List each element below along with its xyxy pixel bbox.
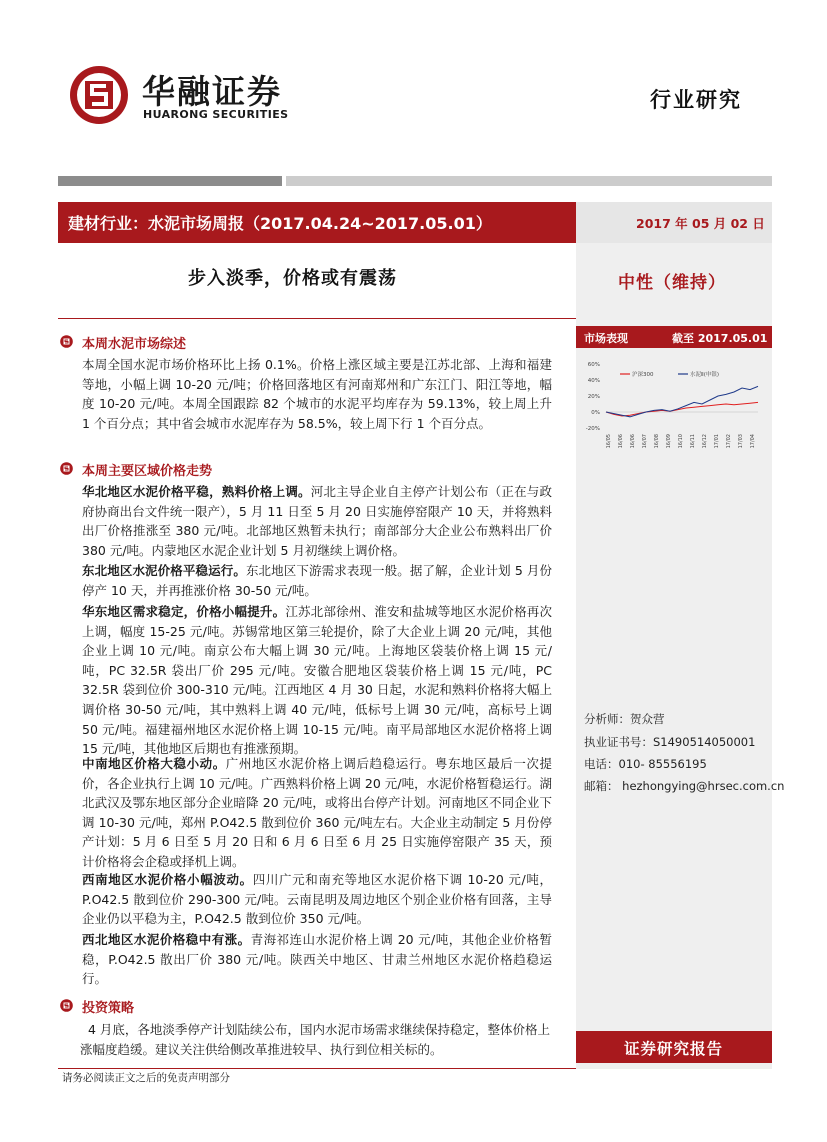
footer-label: 证券研究报告 (624, 1040, 724, 1058)
report-date: 2017 年 05 月 02 日 (636, 216, 765, 231)
legend-label-1: 水泥Ⅱ(申银) (690, 372, 719, 378)
region-central-south (82, 754, 552, 872)
x-tick-label: 16/06 (630, 434, 636, 449)
section-title-overview: 本周水泥市场综述 (82, 337, 187, 352)
logo-text-cn: 华融证券 (142, 72, 282, 111)
disclaimer: 请务必阅读正文之后的免责声明部分 (62, 1072, 230, 1084)
analyst-license: 执业证书号：S1490514050001 (584, 735, 756, 749)
region-northwest-lead: 西北地区水泥价格稳中有涨。 (82, 932, 251, 947)
y-tick-label: 20% (587, 394, 600, 400)
x-tick-label: 16/05 (606, 434, 612, 449)
region-southwest (82, 870, 552, 929)
region-north-china-lead: 华北地区水泥价格平稳，熟料价格上调。 (82, 484, 311, 499)
logo-text-en: HUARONG SECURITIES (143, 108, 289, 121)
report-title: 建材行业：水泥市场周报（2017.04.24~2017.05.01） (68, 214, 492, 233)
strategy-text: 4 月底，各地淡季停产计划陆续公布，国内水泥市场需求继续保持稳定，整体价格上涨幅度趋缓。建议关注供给侧改革推进较早、执行到位相关标的。 (80, 1022, 550, 1057)
analyst-phone: 电话：010- 85556195 (584, 757, 707, 771)
report-type: 行业研究 (650, 88, 742, 112)
title-divider (58, 318, 576, 319)
region-northwest-text: 青海祁连山水泥价格上调 20 元/吨，其他企业价格暂稳，P.O42.5 散出厂价 380 元/吨。陕西关中地区、甘肃兰州地区水泥价格趋稳运行。 (82, 932, 552, 987)
y-tick-label: 0% (591, 410, 600, 416)
market-performance-chart (580, 354, 770, 464)
overview-text: 本周全国水泥市场价格环比上扬 0.1%。价格上涨区域主要是江苏北部、上海和福建等地，小幅上调 10-20 元/吨；价格回落地区有河南郑州和广东江门、阳江等地，幅度 10-20 元/吨。本周全国跟踪 82 个城市的水泥平均库存为 59.13%，较上周上升 1 个百分点；其中省会城市水泥库存为 58.5%，较上周下行 1 个百分点。 (82, 357, 552, 431)
region-central-south-lead: 中南地区价格大稳小动。 (82, 756, 226, 771)
rating: 中性（维持） (618, 273, 726, 293)
x-tick-label: 16/10 (678, 434, 684, 449)
region-east-china (82, 602, 552, 759)
huarong-logo-icon (68, 64, 130, 126)
market-label: 市场表现 (584, 332, 628, 345)
region-northeast (82, 561, 552, 600)
region-central-south-text: 广州地区水泥价格上调后趋稳运行。粤东地区最后一次提价，各企业执行上调 10 元/吨。广西熟料价格上调 20 元/吨，水泥价格暂稳运行。湖北武汉及鄂东地区部分企业暗降 20 元/吨，或将出台停产计划。河南地区不同企业下调 10-30 元/吨，郑州 P.O42.5 散到位价 360 元/吨左右。大企业主动制定 5 月份停产计划：5 月 6 日至 5 月 20 日和 6 月 6 日至 6 月 25 日实施停窑限产 35 天，预计价格将会企稳或择机上调。 (82, 756, 552, 869)
y-tick-label: 60% (587, 362, 600, 368)
region-southwest-lead: 西南地区水泥价格小幅波动。 (82, 872, 253, 887)
series-line-0 (606, 402, 758, 416)
x-tick-label: 16/08 (654, 434, 660, 449)
section-title-strategy: 投资策略 (82, 1001, 135, 1016)
section-icon (60, 999, 73, 1012)
x-tick-label: 16/11 (690, 434, 696, 449)
header-stripe-dark (58, 176, 282, 186)
region-southwest-text: 四川广元和南充等地区水泥价格下调 10-20 元/吨，P.O42.5 散到位价 290-300 元/吨。云南昆明及周边地区个别企业价格有回落，主导企业仍以平稳为主，P.O42.5 散到位价 350 元/吨。 (82, 872, 552, 927)
headline: 步入淡季，价格或有震荡 (188, 268, 397, 289)
region-north-china (82, 482, 552, 560)
section-icon (60, 462, 73, 475)
region-northwest (82, 930, 552, 989)
y-tick-label: -20% (585, 426, 600, 432)
market-date: 截至 2017.05.01 (672, 332, 768, 345)
section-icon (60, 335, 73, 348)
legend-label-0: 沪深300 (632, 372, 654, 378)
header-stripe-light (286, 176, 772, 186)
x-tick-label: 16/07 (642, 434, 648, 449)
x-tick-label: 16/12 (702, 434, 708, 449)
region-northeast-lead: 东北地区水泥价格平稳运行。 (82, 563, 246, 578)
x-tick-label: 16/09 (666, 434, 672, 449)
section-title-regional: 本周主要区域价格走势 (82, 464, 213, 479)
region-east-china-text: 江苏北部徐州、淮安和盐城等地区水泥价格再次上调，幅度 15-25 元/吨。苏锡常地区第三轮提价，除了大企业上调 20 元/吨，其他企业上调 10 元/吨。南京公布大幅上调 30 元/吨。上海地区袋装价格上调 15 元/吨，PC 32.5R 袋出厂价 295 元/吨。安徽合肥地区袋装价格上调 15 元/吨，PC 32.5R 袋到位价 300-310 元/吨。江西地区 4 月 30 日起，水泥和熟料价格将大幅上调价格 30-50 元/吨，其中熟料上调 40 元/吨，低标号上调 30 元/吨，高标号上调 50 元/吨。福建福州地区水泥价格上调 10-15 元/吨。南平局部地区水泥价格将上调 15 元/吨，其他地区后期也有推涨预期。 (82, 604, 552, 757)
analyst-name: 分析师：贺众营 (584, 712, 665, 726)
x-tick-label: 17/04 (750, 434, 756, 449)
x-tick-label: 17/01 (714, 434, 720, 449)
x-tick-label: 16/06 (618, 434, 624, 449)
y-tick-label: 40% (587, 378, 600, 384)
region-north-china-text: 河北主导企业自主停产计划公布（正在与政府协商出台文件统一限产），5 月 11 日至 5 月 20 日实施停窑限产 10 天，并将熟料出厂价格推涨至 380 元/吨。北部地区熟暂未执行；南部部分大企业公布熟料出厂价 380 元/吨。内蒙地区水泥企业计划 5 月初继续上调价格。 (82, 484, 552, 558)
region-east-china-lead: 华东地区需求稳定，价格小幅提升。 (82, 604, 286, 619)
x-tick-label: 17/03 (738, 434, 744, 449)
bottom-divider (58, 1068, 576, 1069)
analyst-email: 邮箱： hezhongying@hrsec.com.cn (584, 779, 785, 793)
region-northeast-text: 东北地区下游需求表现一般。据了解，企业计划 5 月份停产 10 天，并再推涨价格 30-50 元/吨。 (82, 563, 552, 598)
x-tick-label: 17/02 (726, 434, 732, 449)
